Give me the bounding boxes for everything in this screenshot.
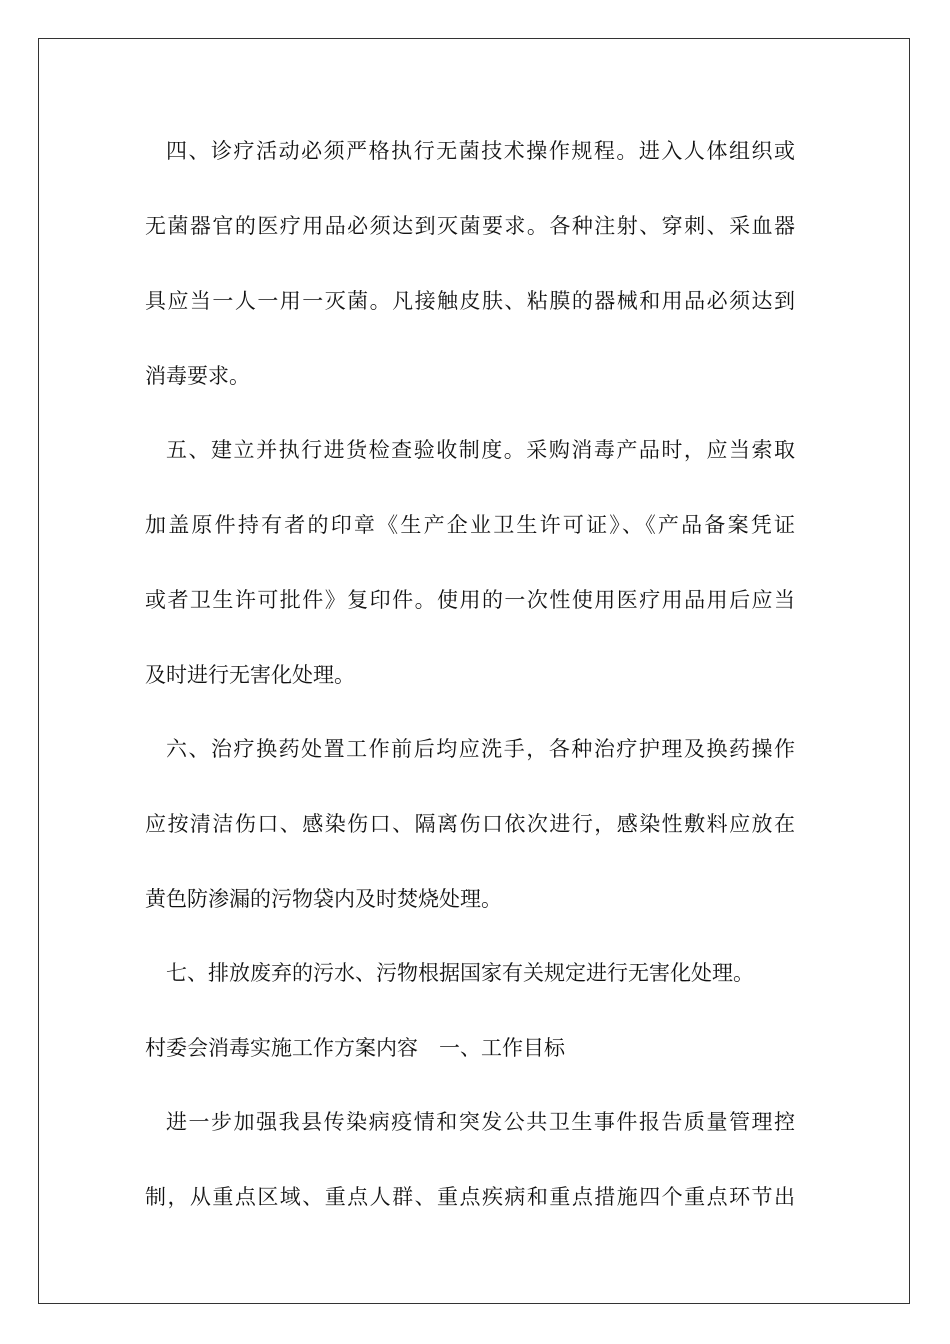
paragraph-4-line-4: 消毒要求。: [145, 364, 250, 388]
paragraph-goal-line-2: 制，从重点区域、重点人群、重点疾病和重点措施四个重点环节出: [145, 1185, 795, 1209]
paragraph-6-line-1: 六、治疗换药处置工作前后均应洗手，各种治疗护理及换药操作: [166, 737, 795, 761]
paragraph-5-line-1: 五、建立并执行进货检查验收制度。采购消毒产品时，应当索取: [166, 438, 795, 462]
section-heading: 村委会消毒实施工作方案内容 一、工作目标: [145, 1036, 565, 1060]
paragraph-4-line-1: 四、诊疗活动必须严格执行无菌技术操作规程。进入人体组织或: [166, 139, 795, 163]
paragraph-4-line-2: 无菌器官的医疗用品必须达到灭菌要求。各种注射、穿刺、采血器: [145, 214, 795, 238]
paragraph-5-line-4: 及时进行无害化处理。: [145, 663, 355, 687]
paragraph-5-line-3: 或者卫生许可批件》复印件。使用的一次性使用医疗用品用后应当: [145, 588, 795, 612]
paragraph-6-line-2: 应按清洁伤口、感染伤口、隔离伤口依次进行，感染性敷料应放在: [145, 812, 795, 836]
paragraph-5-line-2: 加盖原件持有者的印章《生产企业卫生许可证》、《产品备案凭证: [145, 513, 795, 537]
paragraph-7-line-1: 七、排放废弃的污水、污物根据国家有关规定进行无害化处理。: [166, 961, 754, 985]
paragraph-4-line-3: 具应当一人一用一灭菌。凡接触皮肤、粘膜的器械和用品必须达到: [145, 289, 795, 313]
paragraph-6-line-3: 黄色防渗漏的污物袋内及时焚烧处理。: [145, 887, 502, 911]
paragraph-goal-line-1: 进一步加强我县传染病疫情和突发公共卫生事件报告质量管理控: [166, 1110, 795, 1134]
